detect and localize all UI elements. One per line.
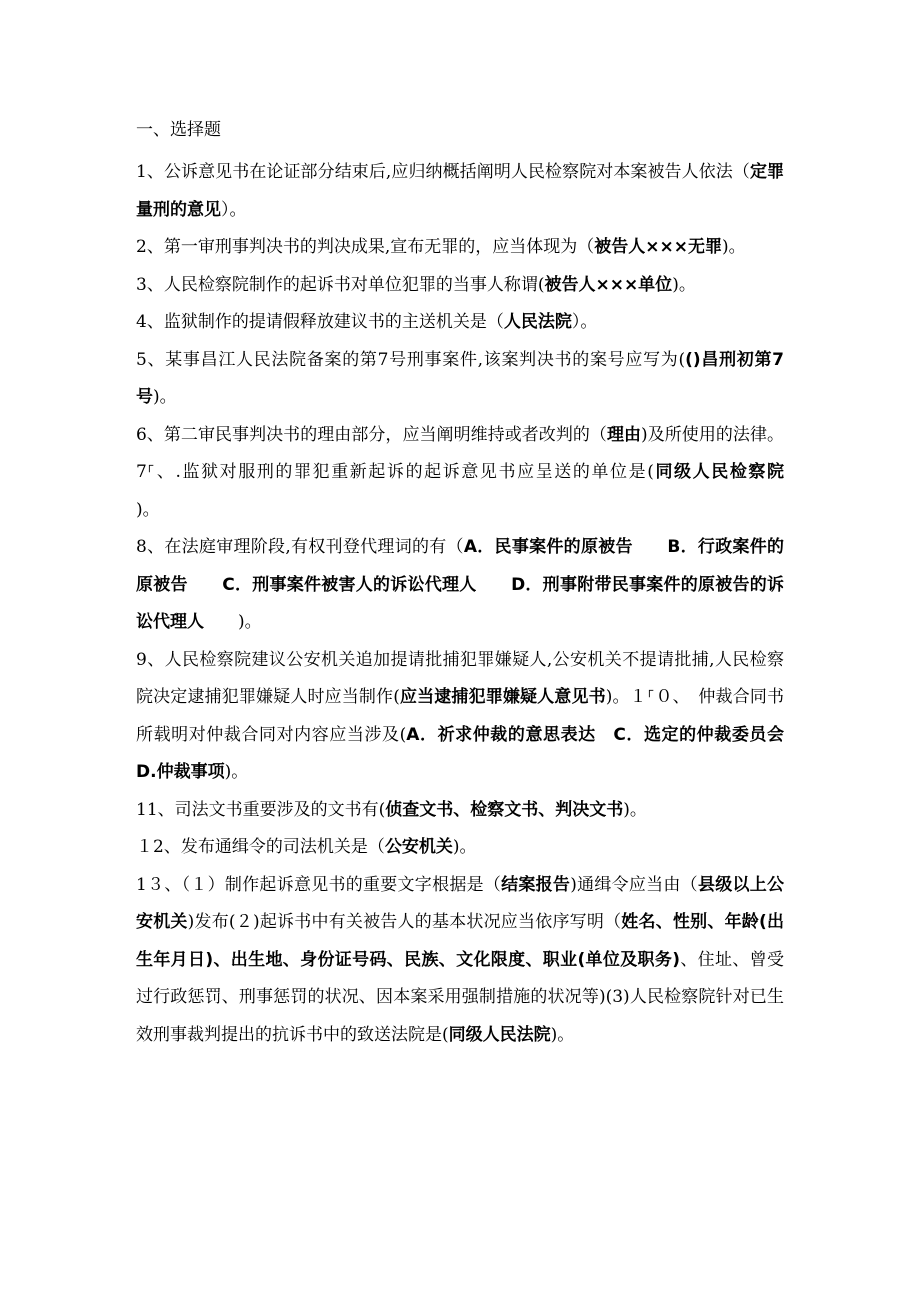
question-text: )。: [224, 762, 249, 782]
question-text: )。: [153, 387, 177, 407]
question-text: 9、人民检察院建议公安机关追加提请批捕犯罪嫌疑人,公安机关不提请批捕,人民检察院决定逮捕犯罪嫌疑人时应当制作(: [136, 649, 784, 707]
document-body: [136, 116, 835, 1054]
answer-text: 定罪量刑的意见: [136, 162, 785, 220]
question-text: )。: [452, 837, 477, 857]
question-text: )通缉令应当由（: [570, 874, 698, 895]
question-text: )。１⸀０、 仲裁合同书所载明对仲裁合同对内容应当涉及(: [136, 687, 784, 745]
question-text: ）。: [221, 199, 247, 220]
answer-text: 理由: [606, 424, 642, 445]
question-item: [136, 267, 784, 305]
answer-text: 结案报告: [501, 874, 571, 895]
question-text: )。: [136, 462, 819, 520]
question-text: )。: [623, 799, 647, 820]
question-text: 2、第一审刑事判决书的判决成果,宣布无罪的，应当体现为（: [136, 237, 595, 257]
question-item: [136, 642, 835, 792]
question-text: 1３、（１）制作起诉意见书的重要文字根据是（: [136, 874, 502, 895]
answer-text: 公安机关: [384, 837, 453, 857]
question-text: )。: [672, 274, 696, 295]
question-item: [136, 229, 784, 267]
answer-text: A．祈求仲裁的意思表达 C．选定的仲裁委员会 D.仲裁事项: [136, 724, 835, 782]
question-text: 11、司法文书重要涉及的文书有(: [136, 799, 386, 820]
question-text: )发布(２)起诉书中有关被告人的基本状况应当依序写明（: [187, 912, 622, 932]
question-item: [136, 867, 784, 1055]
question-text: )及所使用的法律。7⸀、.监狱对服刑的罪犯重新起诉的起诉意见书应呈送的单位是(: [136, 424, 785, 482]
answer-text: 被告人×××无罪: [594, 237, 722, 257]
question-text: )。: [550, 1024, 575, 1045]
question-text: )。: [204, 612, 262, 632]
question-item: [136, 792, 784, 830]
question-text: 4、监狱制作的提请假释放建议书的主送机关是（: [136, 312, 504, 332]
question-item: [136, 304, 784, 342]
question-text: 、住址、曾受过行政惩罚、刑事惩罚的状况、因本案采用强制措施的状况等)(3)人民检察院针对已生效刑事裁判提出的抗诉书中的致送法院是(: [136, 949, 785, 1045]
question-text: 1、公诉意见书在论证部分结束后,应归纳概括阐明人民检察院对本案被告人依法（: [136, 162, 750, 182]
answer-text: 人民法院: [503, 312, 572, 332]
answer-text: ()昌刑初第7号: [136, 349, 784, 407]
answer-text: 应当逮捕犯罪嫌疑人意见书: [399, 687, 606, 707]
answer-text: 被告人×××单位: [544, 274, 673, 295]
question-item: [136, 154, 784, 229]
question-text: 8、在法庭审理阶段,有权刊登代理词的有（: [136, 537, 464, 557]
question-text: 6、第二审民事判决书的理由部分，应当阐明维持或者改判的（: [136, 424, 607, 445]
answer-text: A．民事案件的原被告 B．行政案件的原被告 C．刑事案件被害人的诉讼代理人 D．刑事附带民事案件的原被告的诉讼代理人: [136, 537, 784, 632]
answer-text: 县级以上公安机关: [136, 874, 784, 932]
question-text: １2、发布通缉令的司法机关是（: [136, 837, 385, 857]
section-title: 一、选择题: [136, 120, 221, 140]
question-text: )。: [721, 237, 746, 257]
question-text: 5、某事昌江人民法院备案的第7号刑事案件,该案判决书的案号应写为(: [136, 349, 686, 370]
answer-text: 姓名、性别、年龄(出生年月日)、出生地、身份证号码、民族、文化限度、职业(单位及职务): [136, 912, 784, 970]
answer-text: 同级人民法院: [448, 1024, 551, 1045]
question-item: [136, 342, 784, 417]
answer-text: 同级人民检察院: [653, 462, 785, 482]
question-item: [136, 529, 784, 642]
question-item: [136, 417, 819, 530]
question-list: [136, 154, 835, 1054]
question-text: ）。: [571, 312, 598, 332]
question-item: [136, 829, 784, 867]
question-text: 3、人民检察院制作的起诉书对单位犯罪的当事人称谓(: [136, 274, 545, 295]
answer-text: 侦查文书、检察文书、判决文书: [385, 799, 624, 820]
